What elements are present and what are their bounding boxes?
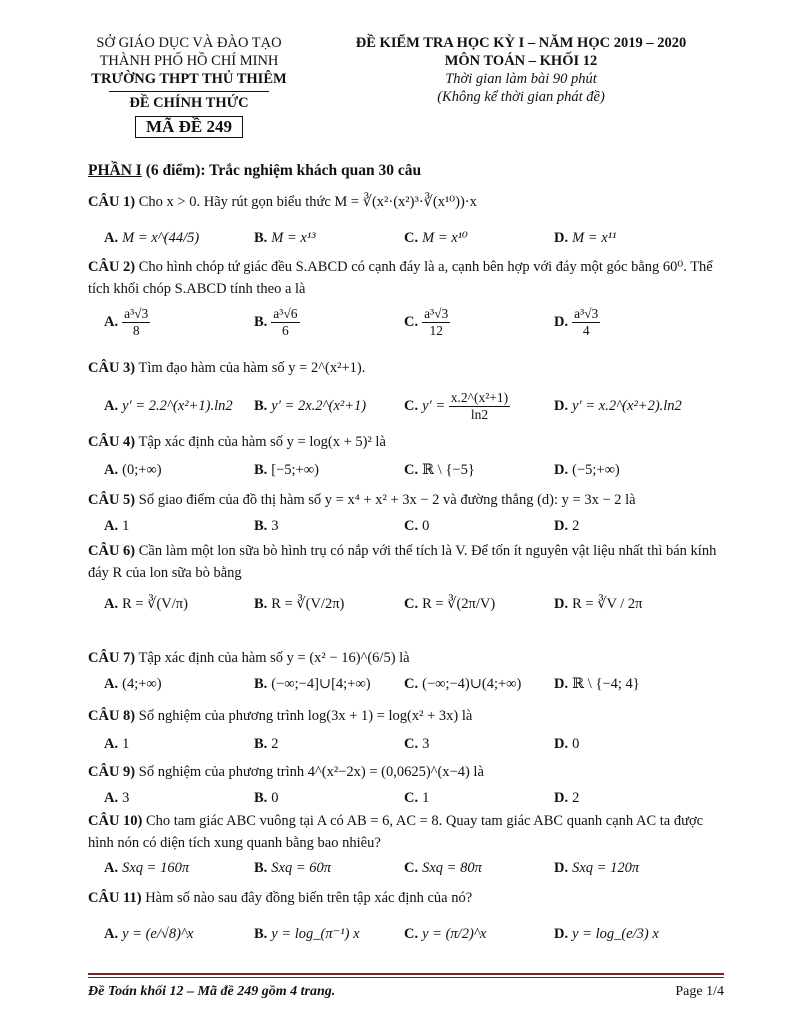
option-a[interactable]: A. (4;+∞)	[104, 676, 162, 692]
option-a[interactable]: A. 1	[104, 736, 130, 752]
header-right	[326, 34, 716, 106]
option-d[interactable]: D. 2	[554, 790, 580, 806]
option-d[interactable]: D. R = ∛V / 2π	[554, 596, 643, 612]
city-line: THÀNH PHỐ HỒ CHÍ MINH	[99, 53, 279, 69]
option-c[interactable]: C. M = x¹⁰	[404, 230, 468, 246]
options-6	[104, 596, 724, 626]
question-text: Hàm số nào sau đây đồng biến trên tập xác định của nó?	[145, 890, 473, 906]
question-9	[88, 762, 724, 782]
question-text: Tập xác định của hàm số y = log(x + 5)² là	[138, 434, 386, 450]
question-label: CÂU 1)	[88, 194, 136, 210]
options-10	[104, 860, 724, 890]
question-text: Cho hình chóp tứ giác đều S.ABCD có cạnh đáy là a, cạnh bên hợp với đáy một góc bằng 60⁰. Thể tích khối chóp S.ABCD tính theo a là	[88, 259, 713, 297]
question-2	[88, 256, 724, 300]
options-4	[104, 462, 724, 492]
question-text: Tìm đạo hàm của hàm số y = 2^(x²+1).	[138, 360, 366, 376]
question-7	[88, 648, 724, 668]
official-label: ĐỀ CHÍNH THỨC	[129, 95, 249, 111]
question-label: CÂU 4)	[88, 434, 136, 450]
option-c[interactable]: C. y′ = $\frac{\text{x.2\textasciicircum{}(x²+1)}}{\ln 2}$	[404, 390, 509, 422]
option-a[interactable]: A. 3	[104, 790, 130, 806]
question-label: CÂU 8)	[88, 708, 136, 724]
question-text: Số nghiệm của phương trình log(3x + 1) = log(x² + 3x) là	[138, 708, 473, 724]
page-number: Page 1/4	[675, 984, 724, 999]
question-label: CÂU 10)	[88, 813, 143, 829]
question-label: CÂU 2)	[88, 259, 136, 275]
question-label: CÂU 11)	[88, 890, 142, 906]
header-left	[78, 34, 300, 138]
question-text: Tập xác định của hàm số y = (x² − 16)^(6/5) là	[138, 650, 410, 666]
option-c[interactable]: C. 3	[404, 736, 430, 752]
option-b[interactable]: B. M = x¹³	[254, 230, 316, 246]
question-8	[88, 706, 724, 726]
question-label: CÂU 7)	[88, 650, 136, 666]
question-text: Số nghiệm của phương trình 4^(x²−2x) = (0,0625)^(x−4) là	[138, 764, 484, 780]
exam-subject: MÔN TOÁN – KHỐI 12	[444, 53, 598, 69]
option-c[interactable]: C. (−∞;−4)∪(4;+∞)	[404, 676, 522, 692]
department-line: SỞ GIÁO DỤC VÀ ĐÀO TẠO	[96, 35, 282, 51]
question-label: CÂU 3)	[88, 360, 136, 376]
option-d[interactable]: D. Sxq = 120π	[554, 860, 640, 876]
option-d[interactable]: D. 0	[554, 736, 580, 752]
option-d[interactable]: D. ℝ \ {−4; 4}	[554, 676, 640, 692]
exam-note: (Không kể thời gian phát đề)	[437, 89, 605, 105]
question-11	[88, 888, 724, 908]
option-a[interactable]: A. M = x^(44/5)	[104, 230, 200, 246]
question-1	[88, 192, 724, 212]
option-b[interactable]: B. 3	[254, 518, 279, 534]
option-a[interactable]: A. (0;+∞)	[104, 462, 162, 478]
question-3	[88, 358, 724, 378]
option-d[interactable]: D. 2	[554, 518, 580, 534]
option-a[interactable]: A. y = (e/√8)^x	[104, 926, 194, 942]
option-c[interactable]: C. y = (π/2)^x	[404, 926, 487, 942]
option-c[interactable]: C. 0	[404, 518, 430, 534]
option-d[interactable]: D. $\frac{\text{a³√3}}{4}$	[554, 306, 599, 338]
footer-rule-thick	[88, 973, 724, 975]
part-rest: (6 điểm): Trắc nghiệm khách quan 30 câu	[141, 162, 422, 179]
part-title: PHẦN I	[88, 162, 142, 179]
option-c[interactable]: C. $\frac{\text{a³√3}}{12}$	[404, 306, 449, 338]
exam-duration: Thời gian làm bài 90 phút	[445, 71, 597, 87]
question-4	[88, 432, 724, 452]
school-name: TRƯỜNG THPT THỦ THIÊM	[91, 71, 287, 87]
option-b[interactable]: B. 2	[254, 736, 279, 752]
exam-title: ĐỀ KIỂM TRA HỌC KỲ I – NĂM HỌC 2019 – 2020	[355, 35, 687, 51]
question-label: CÂU 6)	[88, 543, 136, 559]
option-a[interactable]: A. $\frac{\text{a³√3}}{8}$	[104, 306, 149, 338]
footer-rule-thin	[88, 977, 724, 978]
option-b[interactable]: B. 0	[254, 790, 279, 806]
option-d[interactable]: D. (−5;+∞)	[554, 462, 620, 478]
exam-code-box: MÃ ĐỀ 249	[135, 116, 243, 138]
option-c[interactable]: C. ℝ \ {−5}	[404, 462, 475, 478]
option-c[interactable]: C. 1	[404, 790, 430, 806]
question-label: CÂU 5)	[88, 492, 136, 508]
question-text: Cần làm một lon sữa bò hình trụ có nắp với thể tích là V. Để tốn ít nguyên vật liệu nhất thì bán kính đáy R của lon sữa bò bằng	[88, 543, 717, 581]
option-b[interactable]: B. (−∞;−4]∪[4;+∞)	[254, 676, 371, 692]
option-b[interactable]: B. y = log_(π⁻¹) x	[254, 926, 360, 942]
options-7	[104, 676, 724, 706]
option-d[interactable]: D. y′ = x.2^(x²+2).ln2	[554, 398, 682, 414]
option-a[interactable]: A. Sxq = 160π	[104, 860, 190, 876]
option-a[interactable]: A. y′ = 2.2^(x²+1).ln2	[104, 398, 233, 414]
option-b[interactable]: B. R = ∛(V/2π)	[254, 596, 345, 612]
question-text: Số giao điểm của đồ thị hàm số y = x⁴ + x² + 3x − 2 và đường thẳng (d): y = 3x − 2 là	[138, 492, 636, 508]
footer-note: Đề Toán khối 12 – Mã đề 249 gồm 4 trang.	[88, 984, 336, 999]
option-d[interactable]: D. y = log_(e/3) x	[554, 926, 659, 942]
question-label: CÂU 9)	[88, 764, 136, 780]
option-a[interactable]: A. 1	[104, 518, 130, 534]
option-c[interactable]: C. Sxq = 80π	[404, 860, 482, 876]
question-6	[88, 540, 724, 584]
options-2	[104, 306, 724, 346]
option-d[interactable]: D. M = x¹¹	[554, 230, 617, 246]
options-11	[104, 926, 724, 956]
option-a[interactable]: A. R = ∛(V/π)	[104, 596, 188, 612]
option-b[interactable]: B. [−5;+∞)	[254, 462, 319, 478]
option-b[interactable]: B. Sxq = 60π	[254, 860, 332, 876]
question-text: Cho x > 0. Hãy rút gọn biểu thức M = ∛(x²·(x²)³·∛(x¹⁰))·x	[138, 194, 477, 210]
question-text: Cho tam giác ABC vuông tại A có AB = 6, AC = 8. Quay tam giác ABC quanh cạnh AC ta được hình nón có diện tích xung quanh bằng bao nhiêu?	[88, 813, 704, 851]
option-c[interactable]: C. R = ∛(2π/V)	[404, 596, 496, 612]
option-b[interactable]: B. $\frac{\text{a³√6}}{6}$	[254, 306, 298, 338]
part-heading	[88, 162, 421, 180]
question-5	[88, 490, 724, 510]
question-10	[88, 810, 724, 854]
header-rule	[109, 91, 269, 92]
options-3	[104, 390, 724, 430]
option-b[interactable]: B. y′ = 2x.2^(x²+1)	[254, 398, 367, 414]
